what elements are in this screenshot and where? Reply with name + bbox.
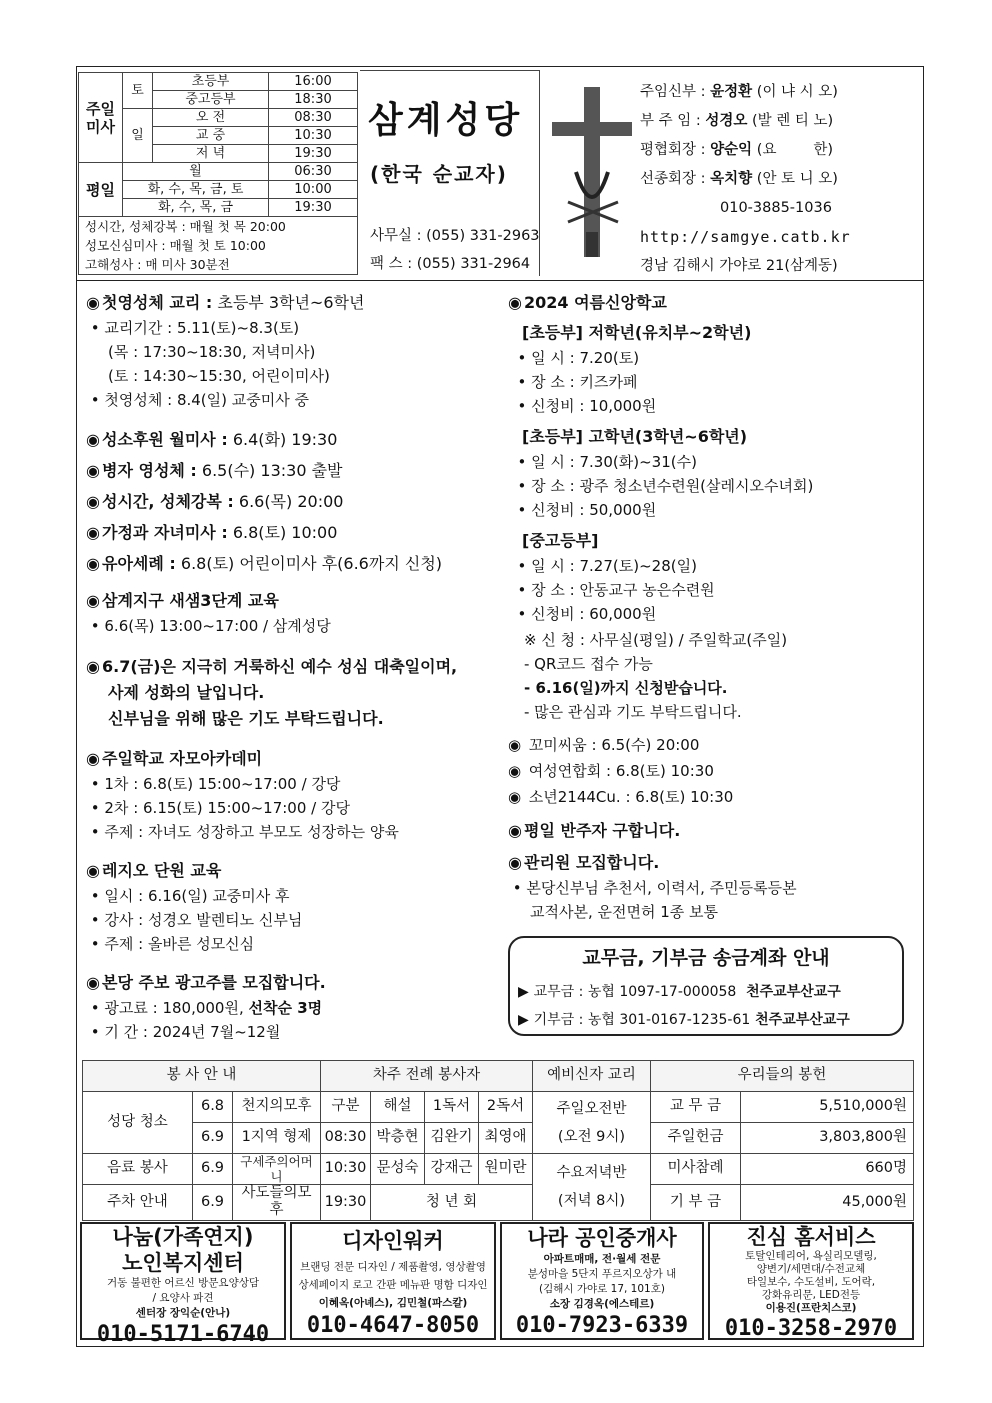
note: - 많은 관심과 기도 부탁드립니다. <box>524 703 742 721</box>
table-cell: 3,803,800원 <box>741 1123 914 1154</box>
table-cell: 해설 <box>371 1092 425 1123</box>
table-cell: 박층현 <box>371 1123 425 1154</box>
mass-name: 오 전 <box>153 109 269 127</box>
bank-box <box>508 936 904 1036</box>
group-heading: [중고등부] <box>522 531 599 550</box>
note: 고해성사 : 매 미사 30분전 <box>85 257 230 272</box>
mass-name: 중고등부 <box>153 91 269 109</box>
event: ◉ 여성연합회 : 6.8(토) 10:30 <box>508 762 714 780</box>
mass-name: 저 녁 <box>153 145 269 163</box>
table-cell: 5,510,000원 <box>741 1092 914 1123</box>
mass-schedule <box>78 72 358 275</box>
note: 성시간, 성체강복 : 매월 첫 목 20:00 <box>85 219 286 234</box>
list-item: • 주제 : 올바른 성모신심 <box>86 935 255 953</box>
table-cell: 김완기 <box>425 1123 479 1154</box>
staff-row: 평협회장 : 양순익 (요 한) <box>640 142 833 158</box>
announcement: 사제 성화의 날입니다. <box>108 683 265 702</box>
announcement: ◉ 6.7(금)은 지극히 거룩하신 예수 성심 대축일이며, <box>86 657 458 676</box>
heading: ◉ 레지오 단원 교육 <box>86 861 222 880</box>
table-cell: 수요저녁반 (저녁 8시) <box>533 1154 651 1221</box>
event: ◉ 소년2144Cu. : 6.8(토) 10:30 <box>508 788 734 806</box>
table-cell: 1지역 형제 <box>233 1123 321 1154</box>
office-phone: 사무실 : (055) 331-2963 <box>370 228 540 244</box>
heading: ◉ 평일 반주자 구합니다. <box>508 821 681 840</box>
staff-row: 부 주 임 : 성경오 (발 렌 티 노) <box>640 113 834 129</box>
list-item: • 6.6(목) 13:00~17:00 / 삼계성당 <box>86 617 331 635</box>
table-cell: 천지의모후 <box>233 1092 321 1123</box>
mass-time: 16:00 <box>269 73 358 91</box>
event: ◉ 병자 영성체 : 6.5(수) 13:30 출발 <box>86 461 343 480</box>
table-cell: 6.9 <box>193 1185 233 1221</box>
table-cell: 교 무 금 <box>651 1092 741 1123</box>
table-cell: 6.9 <box>193 1154 233 1185</box>
heading: ◉ 주일학교 자모아카데미 <box>86 749 263 768</box>
list-item: • 주제 : 자녀도 성장하고 부모도 성장하는 양육 <box>86 823 399 841</box>
ad-nanum: 나눔(가족연지) 노인복지센터 거동 불편한 어르신 방문요양상담 / 요양사 파견 센터장 장익순(안나) 010-5171-6740 <box>80 1222 286 1340</box>
list-item: • 본당신부님 추천서, 이력서, 주민등록등본 <box>508 879 797 897</box>
list-item: • 강사 : 성경오 발렌티노 신부님 <box>86 911 303 929</box>
church-name: 삼계성당 <box>368 100 524 141</box>
event: ◉ 성소후원 월미사 : 6.4(화) 19:30 <box>86 430 338 449</box>
mass-name: 초등부 <box>153 73 269 91</box>
table-cell: 기 부 금 <box>651 1185 741 1221</box>
list-item: • 일 시 : 7.20(토) <box>508 349 640 367</box>
address: 경남 김해시 가야로 21(삼계동) <box>640 258 838 274</box>
service-table <box>82 1060 914 1221</box>
note: - 6.16(일)까지 신청받습니다. <box>524 679 728 697</box>
mass-name: 월 <box>123 163 269 181</box>
list-item: • 2차 : 6.15(토) 15:00~17:00 / 강당 <box>86 799 350 817</box>
heading: ◉ 2024 여름신앙학교 <box>508 293 667 312</box>
fax: 팩 스 : (055) 331-2964 <box>370 256 531 272</box>
table-header: 예비신자 교리 <box>533 1061 651 1092</box>
heading: ◉ 본당 주보 광고주를 모집합니다. <box>86 973 326 992</box>
table-cell: 주일헌금 <box>651 1123 741 1154</box>
event: ◉ 가정과 자녀미사 : 6.8(토) 10:00 <box>86 523 338 542</box>
table-cell: 사도들의모후 <box>233 1185 321 1221</box>
table-cell: 구세주의어머니 <box>233 1154 321 1185</box>
mass-name: 화, 수, 목, 금 <box>123 199 269 217</box>
saturday-label: 토 <box>123 73 153 109</box>
list-item: (토 : 14:30~15:30, 어린이미사) <box>108 367 330 385</box>
table-cell: 6.8 <box>193 1092 233 1123</box>
mass-time: 19:30 <box>269 145 358 163</box>
bank-account: ▶ 교무금 : 농협 1097-17-000058 천주교부산교구 <box>518 984 841 1000</box>
list-item: • 장 소 : 광주 청소년수련원(살레시오수녀회) <box>508 477 814 495</box>
staff-row: 선종회장 : 옥치향 (안 토 니 오) <box>640 171 838 187</box>
mass-name: 화, 수, 목, 금, 토 <box>123 181 269 199</box>
event: ◉ 유아세례 : 6.8(토) 어린이미사 후(6.6까지 신청) <box>86 554 443 573</box>
sunday-mass-label: 주일 미사 <box>79 73 123 163</box>
mass-time: 19:30 <box>269 199 358 217</box>
note: - QR코드 접수 가능 <box>524 655 653 673</box>
ad-nara-realty: 나라 공인중개사 아파트매매, 전·월세 전문 분성마을 5단지 푸르지오상가 내 (김해시 가야로 17, 101호) 소장 김경옥(에스테르) 010-7923-6339 <box>500 1222 704 1340</box>
mass-time: 18:30 <box>269 91 358 109</box>
bank-title: 교무금, 기부금 송금계좌 안내 <box>582 947 830 969</box>
mass-time: 10:30 <box>269 127 358 145</box>
table-cell: 최영애 <box>479 1123 533 1154</box>
staff-row: 주임신부 : 윤정환 (이 냐 시 오) <box>640 84 838 100</box>
table-cell: 음료 봉사 <box>83 1154 193 1185</box>
table-cell: 19:30 <box>321 1185 371 1221</box>
list-item: • 교리기간 : 5.11(토)~8.3(토) <box>86 319 300 337</box>
ad-designworker: 디자인워커 브랜딩 전문 디자인 / 제품촬영, 영상촬영 상세페이지 로고 간판 메뉴판 명함 디자인 이혜옥(아녜스), 김민철(파스칼) 010-4647-8050 <box>290 1222 496 1340</box>
list-item: • 신청비 : 50,000원 <box>508 501 657 519</box>
table-cell: 문성숙 <box>371 1154 425 1185</box>
list-item: • 장 소 : 안동교구 농은수련원 <box>508 581 715 599</box>
list-item: • 1차 : 6.8(토) 15:00~17:00 / 강당 <box>86 775 341 793</box>
list-item: • 일 시 : 7.27(토)~28(일) <box>508 557 697 575</box>
list-item: (목 : 17:30~18:30, 저녁미사) <box>108 343 316 361</box>
table-cell: 주일오전반 (오전 9시) <box>533 1092 651 1154</box>
cross-logo <box>548 82 638 262</box>
table-cell: 성당 청소 <box>83 1092 193 1154</box>
table-cell: 6.9 <box>193 1123 233 1154</box>
website-link[interactable]: http://samgye.catb.kr <box>640 228 851 246</box>
heading: ◉ 관리원 모집합니다. <box>508 853 660 872</box>
list-item: • 광고료 : 180,000원, 선착순 3명 <box>86 999 323 1017</box>
note: 성모신심미사 : 매월 첫 토 10:00 <box>85 238 266 253</box>
table-cell: 45,000원 <box>741 1185 914 1221</box>
mass-time: 08:30 <box>269 109 358 127</box>
ad-jinsim: 진심 홈서비스 토탈인테리어, 욕실리모델링, 양변기/세면대/수전교체 타일보수, 수도설비, 도어락, 강화유리문, LED전등 이용진(프란치스코) 010-3258-2970 <box>708 1222 914 1340</box>
table-cell: 2독서 <box>479 1092 533 1123</box>
sunday-label: 일 <box>123 109 153 163</box>
list-item: • 신청비 : 60,000원 <box>508 605 657 623</box>
event: ◉ 꼬미씨움 : 6.5(수) 20:00 <box>508 736 700 754</box>
table-cell: 원미란 <box>479 1154 533 1185</box>
table-cell: 미사참례 <box>651 1154 741 1185</box>
note: ※ 신 청 : 사무실(평일) / 주일학교(주일) <box>524 631 788 649</box>
announcement: 신부님을 위해 많은 기도 부탁드립니다. <box>108 709 384 728</box>
table-cell: 주차 안내 <box>83 1185 193 1221</box>
table-cell: 구분 <box>321 1092 371 1123</box>
heading: ◉ 삼계지구 새샘3단계 교육 <box>86 591 279 610</box>
table-header: 차주 전례 봉사자 <box>321 1061 533 1092</box>
table-header: 우리들의 봉헌 <box>651 1061 914 1092</box>
list-item: • 일 시 : 7.30(화)~31(수) <box>508 453 697 471</box>
table-cell: 1독서 <box>425 1092 479 1123</box>
church-patron: (한국 순교자) <box>370 162 508 186</box>
table-cell: 660명 <box>741 1154 914 1185</box>
mass-time: 06:30 <box>269 163 358 181</box>
table-cell: 10:30 <box>321 1154 371 1185</box>
group-heading: [초등부] 고학년(3학년~6학년) <box>522 427 748 446</box>
list-item: 교적사본, 운전면허 1종 보통 <box>530 903 719 921</box>
mass-name: 교 중 <box>153 127 269 145</box>
list-item: • 장 소 : 키즈카페 <box>508 373 638 391</box>
list-item: • 기 간 : 2024년 7월~12월 <box>86 1023 281 1041</box>
mass-time: 10:00 <box>269 181 358 199</box>
list-item: • 신청비 : 10,000원 <box>508 397 657 415</box>
heading: ◉ 첫영성체 교리 : 초등부 3학년~6학년 <box>86 293 365 312</box>
list-item: • 첫영성체 : 8.4(일) 교중미사 중 <box>86 391 309 409</box>
event: ◉ 성시간, 성체강복 : 6.6(목) 20:00 <box>86 492 344 511</box>
list-item: • 일시 : 6.16(일) 교중미사 후 <box>86 887 290 905</box>
table-header: 봉 사 안 내 <box>83 1061 321 1092</box>
group-heading: [초등부] 저학년(유치부~2학년) <box>522 323 752 342</box>
bank-account: ▶ 기부금 : 농협 301-0167-1235-61 천주교부산교구 <box>518 1012 850 1028</box>
weekday-mass-label: 평일 <box>79 163 123 217</box>
phone: 010-3885-1036 <box>720 200 832 216</box>
table-cell: 08:30 <box>321 1123 371 1154</box>
table-cell: 강재근 <box>425 1154 479 1185</box>
table-cell: 청 년 회 <box>371 1185 533 1221</box>
